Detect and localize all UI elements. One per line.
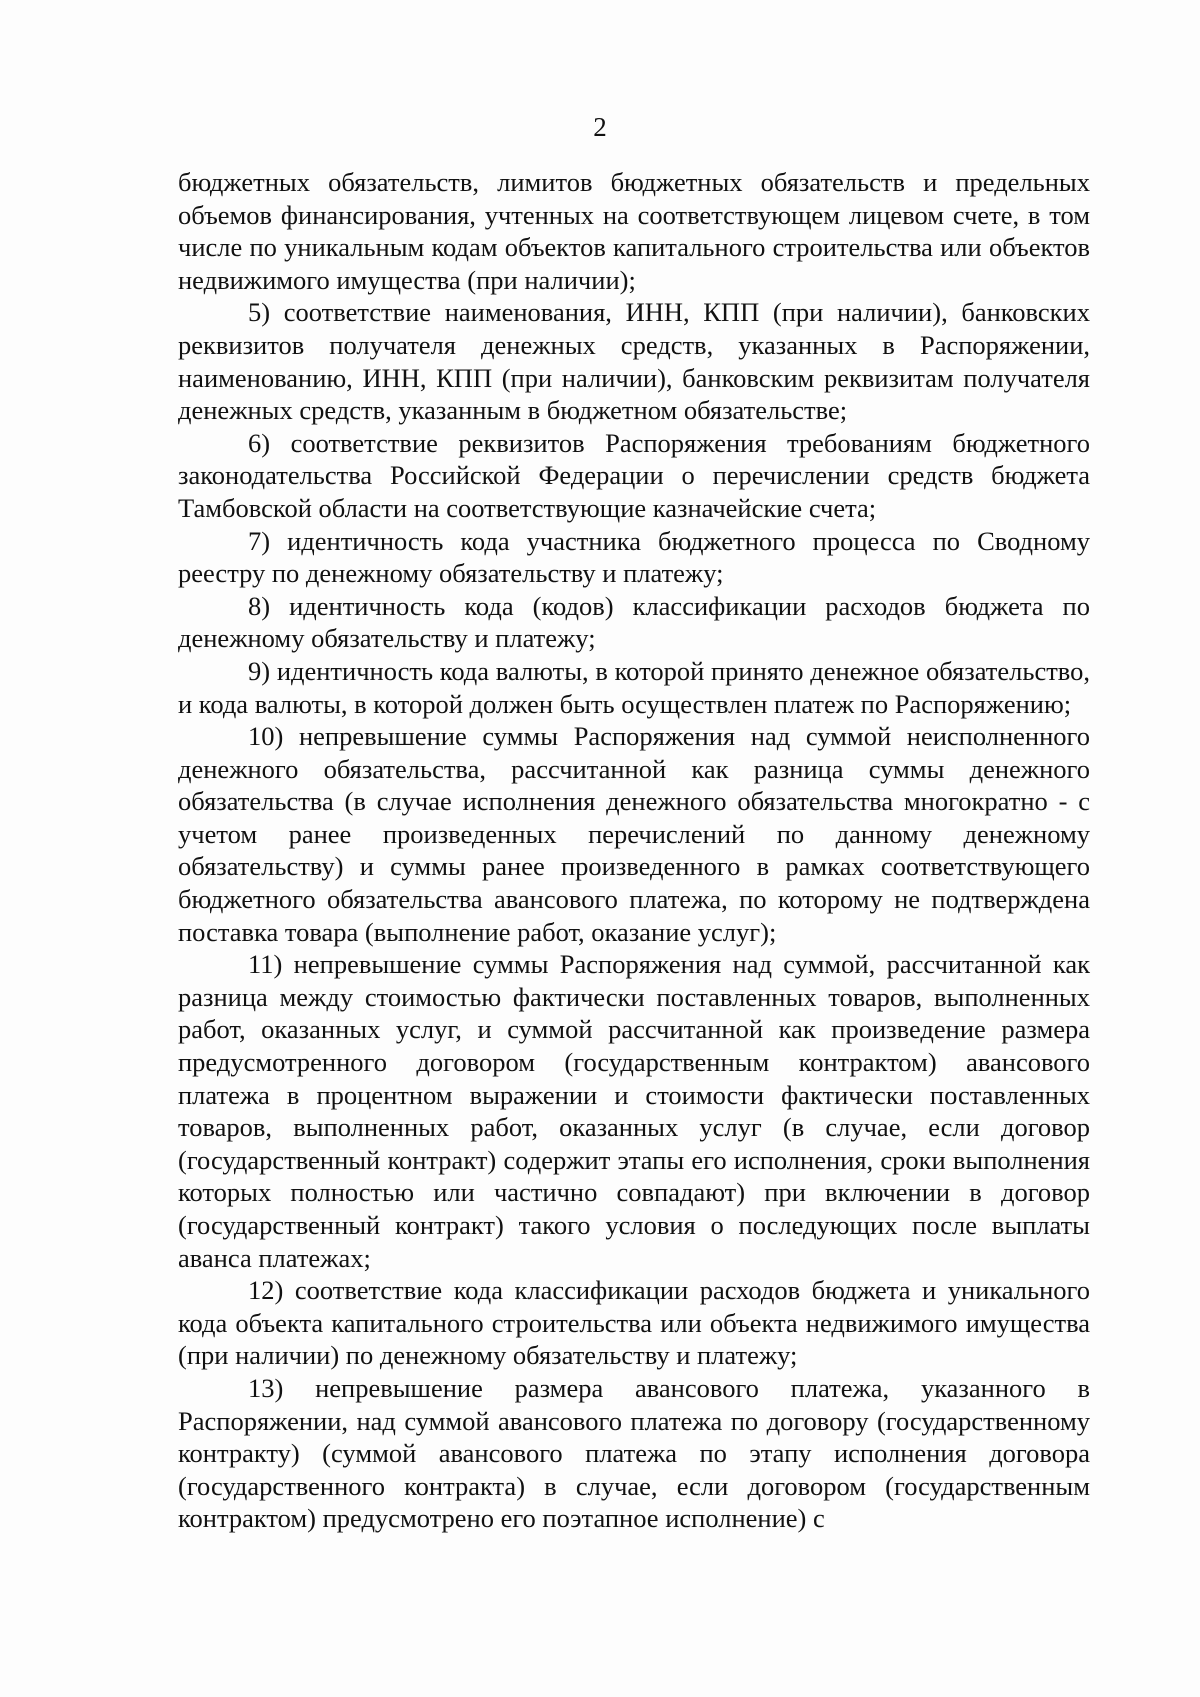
paragraph-item-11: 11) непревышение суммы Распоряжения над суммой, рассчитанной как разница между стоимостью фактически поставленных товаров, выполненных работ, оказанных услуг, и суммой рассчитанной как произведение размера предусмотренного договором (государственным контрактом) авансового платежа в процентном выражении и стоимости фактически поставленных товаров, выполненных работ, оказанных услуг (в случае, если договор (государственный контракт) содержит этапы его исполнения, сроки выполнения которых полностью или частично совпадают) при включении в договор (государственный контракт) такого условия о последующих после выплаты аванса платежах; bbox=[178, 949, 1090, 1273]
paragraph-item-13: 13) непревышение размера авансового платежа, указанного в Распоряжении, над суммой авансового платежа по договору (государственному контракту) (суммой авансового платежа по этапу исполнения договора (государственного контракта) в случае, если договором (государственным контрактом) предусмотрено его поэтапное исполнение) с bbox=[178, 1372, 1090, 1534]
paragraph-item-9: 9) идентичность кода валюты, в которой принято денежное обязательство, и кода валюты, в которой должен быть осуществлен платеж по Распоряжению; bbox=[178, 655, 1090, 719]
paragraph-item-8: 8) идентичность кода (кодов) классификации расходов бюджета по денежному обязательству и платежу; bbox=[178, 590, 1090, 654]
paragraph-item-7: 7) идентичность кода участника бюджетного процесса по Сводному реестру по денежному обязательству и платежу; bbox=[178, 525, 1090, 589]
paragraph-continuation: бюджетных обязательств, лимитов бюджетных обязательств и предельных объемов финансирования, учтенных на соответствующем лицевом счете, в том числе по уникальным кодам объектов капитального строительства или объектов недвижимого имущества (при наличии); bbox=[178, 167, 1090, 295]
document-body bbox=[178, 166, 1090, 1535]
paragraph-item-5: 5) соответствие наименования, ИНН, КПП (при наличии), банковских реквизитов получателя денежных средств, указанных в Распоряжении, наименованию, ИНН, КПП (при наличии), банковским реквизитам получателя денежных средств, указанным в бюджетном обязательстве; bbox=[178, 297, 1090, 426]
paragraph-item-6: 6) соответствие реквизитов Распоряжения требованиям бюджетного законодательства Российской Федерации о перечислении средств бюджета Тамбовской области на соответствующие казначейские счета; bbox=[178, 427, 1090, 523]
page-number: 2 bbox=[593, 112, 607, 142]
paragraph-item-10: 10) непревышение суммы Распоряжения над суммой неисполненного денежного обязательства, рассчитанной как разница суммы денежного обязательства (в случае исполнения денежного обязательства многократно - с учетом ранее произведенных перечислений по данному денежному обязательству) и суммы ранее произведенного в рамках соответствующего бюджетного обязательства авансового платежа, по которому не подтверждена поставка товара (выполнение работ, оказание услуг); bbox=[178, 721, 1090, 947]
paragraph-item-12: 12) соответствие кода классификации расходов бюджета и уникального кода объекта капитального строительства или объекта недвижимого имущества (при наличии) по денежному обязательству и платежу; bbox=[178, 1275, 1090, 1371]
